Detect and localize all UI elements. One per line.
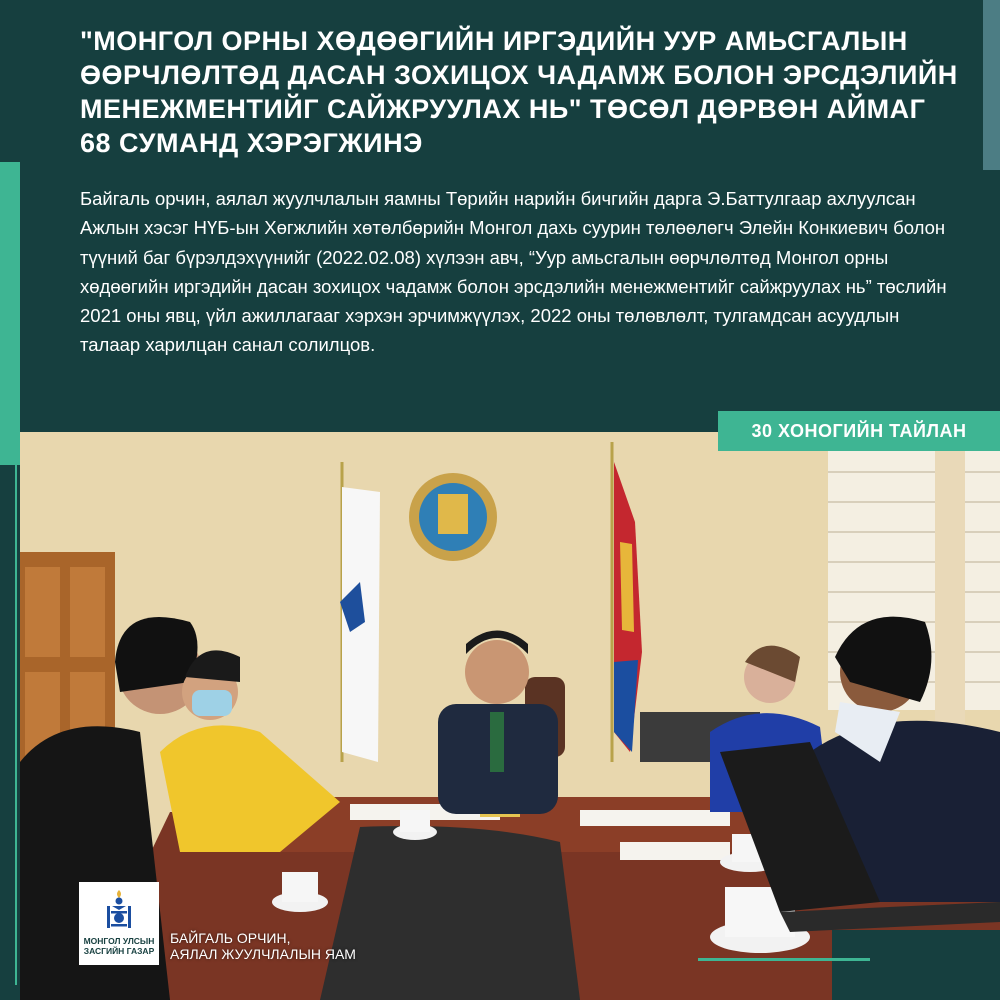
ministry-name — [170, 930, 356, 962]
frame-accent-line — [15, 465, 17, 985]
ministry-line-2: АЯЛАЛ ЖУУЛЧЛАЛЫН ЯАМ — [170, 946, 356, 962]
left-accent-bar — [0, 162, 20, 465]
article-body: Байгаль орчин, аялал жуулчлалын яамны Төрийн нарийн бичгийн дарга Э.Баттулгаар ахлуулсан Ажлын хэсэг НҮБ-ын Хөгжлийн хөтөлбөрийн Монгол дахь суурин төлөөлөгч Элейн Конкиевич болон түүний баг бүрэлдэхүүнийг (2022.02.08) хүлээн авч, “Уур амьсгалын өөрчлөлтөд Монгол орны хөдөөгийн иргэдийн дасан зохицох чадамж болон эрсдэлийн менежментийг сайжруулах нь” төслийн 2021 оны явц, үйл ажиллагааг хэрхэн эрчимжүүлэх, 2022 оны төлөвлөлт, тулгамдсан асуудлын талаар харилцан санал солилцов. — [80, 188, 947, 356]
ministry-line-1: БАЙГАЛЬ ОРЧИН, — [170, 930, 291, 946]
right-accent-strip — [983, 0, 1000, 170]
corner-panel — [832, 930, 1000, 1000]
meeting-photo — [20, 432, 1000, 1000]
report-badge: 30 ХОНОГИЙН ТАЙЛАН — [718, 411, 1000, 451]
page-title: "МОНГОЛ ОРНЫ ХӨДӨӨГИЙН ИРГЭДИЙН УУР АМЬСГАЛЫН ӨӨРЧЛӨЛТӨД ДАСАН ЗОХИЦОХ ЧАДАМЖ БОЛОН ЭРСДЭЛИЙН МЕНЕЖМЕНТИЙГ САЙЖРУУЛАХ НЬ" ТӨСӨЛ ДӨРВӨН АЙМАГ 68 СУМАНД ХЭРЭГЖИНЭ — [80, 26, 958, 158]
logo-caption: МОНГОЛ УЛСЫН ЗАСГИЙН ГАЗАР — [83, 936, 155, 956]
soyombo-icon — [103, 888, 135, 932]
bottom-accent-line — [698, 958, 870, 961]
government-logo — [79, 882, 159, 965]
